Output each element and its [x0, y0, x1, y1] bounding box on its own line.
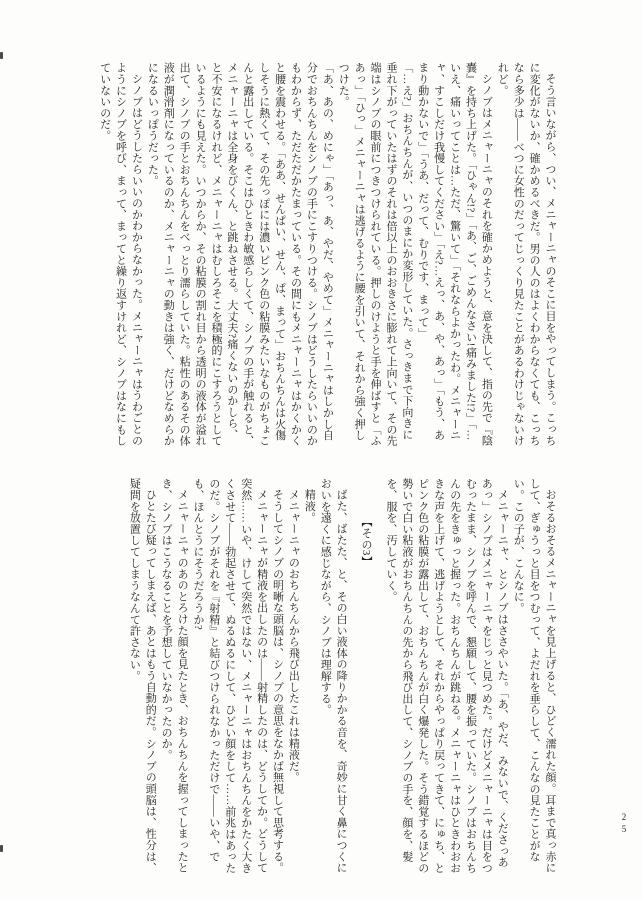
- paragraph: 精液。: [303, 489, 316, 523]
- paragraph: シノブはどうしたらいいのかわからなかった。メニャーニャはうわごとのようにシノブを呼び、まって、まってと繰り返すけれど、シノブはなにもしていないのだ。: [98, 62, 143, 447]
- page-number: 25: [619, 812, 629, 836]
- paragraph: おそるおそるメニャーニャを見上げると、ひどく濡れた顔。耳まで真っ赤にして、ぎゅうっと目をつむって、よだれを垂らして、こんなの見たことがない。この子が、こんなに。: [512, 478, 556, 874]
- paragraph: そう言いながら、つい、メニャーニャのそこに目をやってしまう。こっちに変化がないか、確かめるべきだ。男の人のはよくわからなくても、こっちなら多少は――べつに女性のだってじっくり見たことがあるわけじゃないけれど。: [496, 62, 556, 447]
- paragraph: 「…え?」おちんちんが、いつのまにか変形していた。さっきまで下向きに垂れ下がっていたはずのそれは倍以上のおおきさに膨れて上向いて、その先端はシノブの眼前につきつけられている。押しのけようと手を伸ばすと「ふあっ」「ひっ」メニャーニャは逃げるように腰を引いて、それから強く押しつけた。: [337, 62, 413, 447]
- paragraph: そうしてシノブの明晰な頭脳は、シノブの意思をなかば無視して思考する。: [271, 489, 284, 874]
- section-heading: 【その3】: [360, 516, 373, 567]
- text-block-top: [95, 62, 557, 450]
- paragraph: シノブはメニャーニャのそれを確かめようと、意を決して、指の先で『陰嚢』を持ち上げた。「ひゃん!?」「あ、ご、ごめんなさい!痛みました!?」「…いえ、痛いってことは…ただ、驚いて」「それならよかったわ。メニャーニャ、すこしだけ我慢してください」「え?…えっ、あ、や、あっ」「もう、あまり動かないで」「うあ、だって、むりです、まって」: [416, 62, 493, 446]
- paragraph: メニャーニャが精液を出したのは――射精したのは、どうしてか。どうして突然……いや、けして突然ではない、メニャーニャはおちんちんをかたく大きくさせて――勃起させて、ぬるぬるにして、ひどい顔をして……前兆はあったのだ。シノブがそれを『射精』と結びつけられなかっただけで――いや、でも、ほんとうにそうだろうか?: [191, 478, 268, 874]
- paragraph: メニャーニャのあのとろけた顔を見たとき、おちんちんを握ってしまったとき、シノブはこうなることを予想していなかったのか。: [160, 478, 189, 874]
- paragraph: ひとたび疑ってしまえば、あとはもう自動的だ。シノブの頭脳は、性分は、疑問を放置してしまうなんて許さない。: [128, 478, 157, 874]
- text-block-bottom: [95, 478, 557, 876]
- paragraph: 「あ、あの、めにゃ」「あっ、あ、やだ、やめて」メニャーニャはしかし自分でおちんちんをシノブの手にこすりつける。シノブはどうしたらいいのかもわからず、ただただかたまっている。その間にもメニャーニャはかくかくと腰を震わせる。「ああ、せんぱい、せん、ぱ、まって」おちんちんは火傷しそうに熱くて、その先っぽには濃いピンク色の粘膜みたいなものがちょこんと露出している。そこはひときわ敏感らしくて、シノブの手が触れると、メニャーニャは全身をびくん、と跳ねさせる。大丈夫?痛くないのかしら、と不安になるけれど、メニャーニャはむしろそこを積極的にこすろうとしているようにも見えた。いつからか、その粘膜の割れ目から透明の液体が溢れ出て、シノブの手とおちんちんをべっとり濡らしていた。粘性のあるその体液が潤滑剤になっているのか、メニャーニャの動きは強く、だけどなめらかになるいっぽうだった。: [146, 62, 334, 447]
- paragraph: メニャーニャのおちんちんから飛び出したこれは精液だ。: [287, 489, 300, 783]
- scan-artifact: [0, 52, 3, 59]
- scan-artifact: [0, 845, 3, 852]
- paragraph: メニャーニャ、とシノブはささやいた。「あ、やだ、みないで、くださっああっ」シノブはメニャーニャをじっと見つめた。だけどメニャーニャは目をつむったまま、シノブを呼んで、懇願して、腰を振っていた。シノブはおちんちんの先をきゅっと握った。おちんちんが跳ねる。メニャーニャはひときわおおきな声を上げて、逃げようとして、それからやっぱり戻ってきて、にゅち、とピンク色の粘膜が露出して、おちんちんが白く爆発した。そう錯覚するほどの勢いで白い粘液がおちんちんの先から飛び出して、シノブの手を、顔を、髪を、服を、汚していく。: [384, 478, 509, 874]
- paragraph: ばた、ばたた、と、その白い液体の降りかかる音を、奇妙に甘く鼻につくにおいを遠くに感じながら、シノブは理解する。: [319, 478, 348, 874]
